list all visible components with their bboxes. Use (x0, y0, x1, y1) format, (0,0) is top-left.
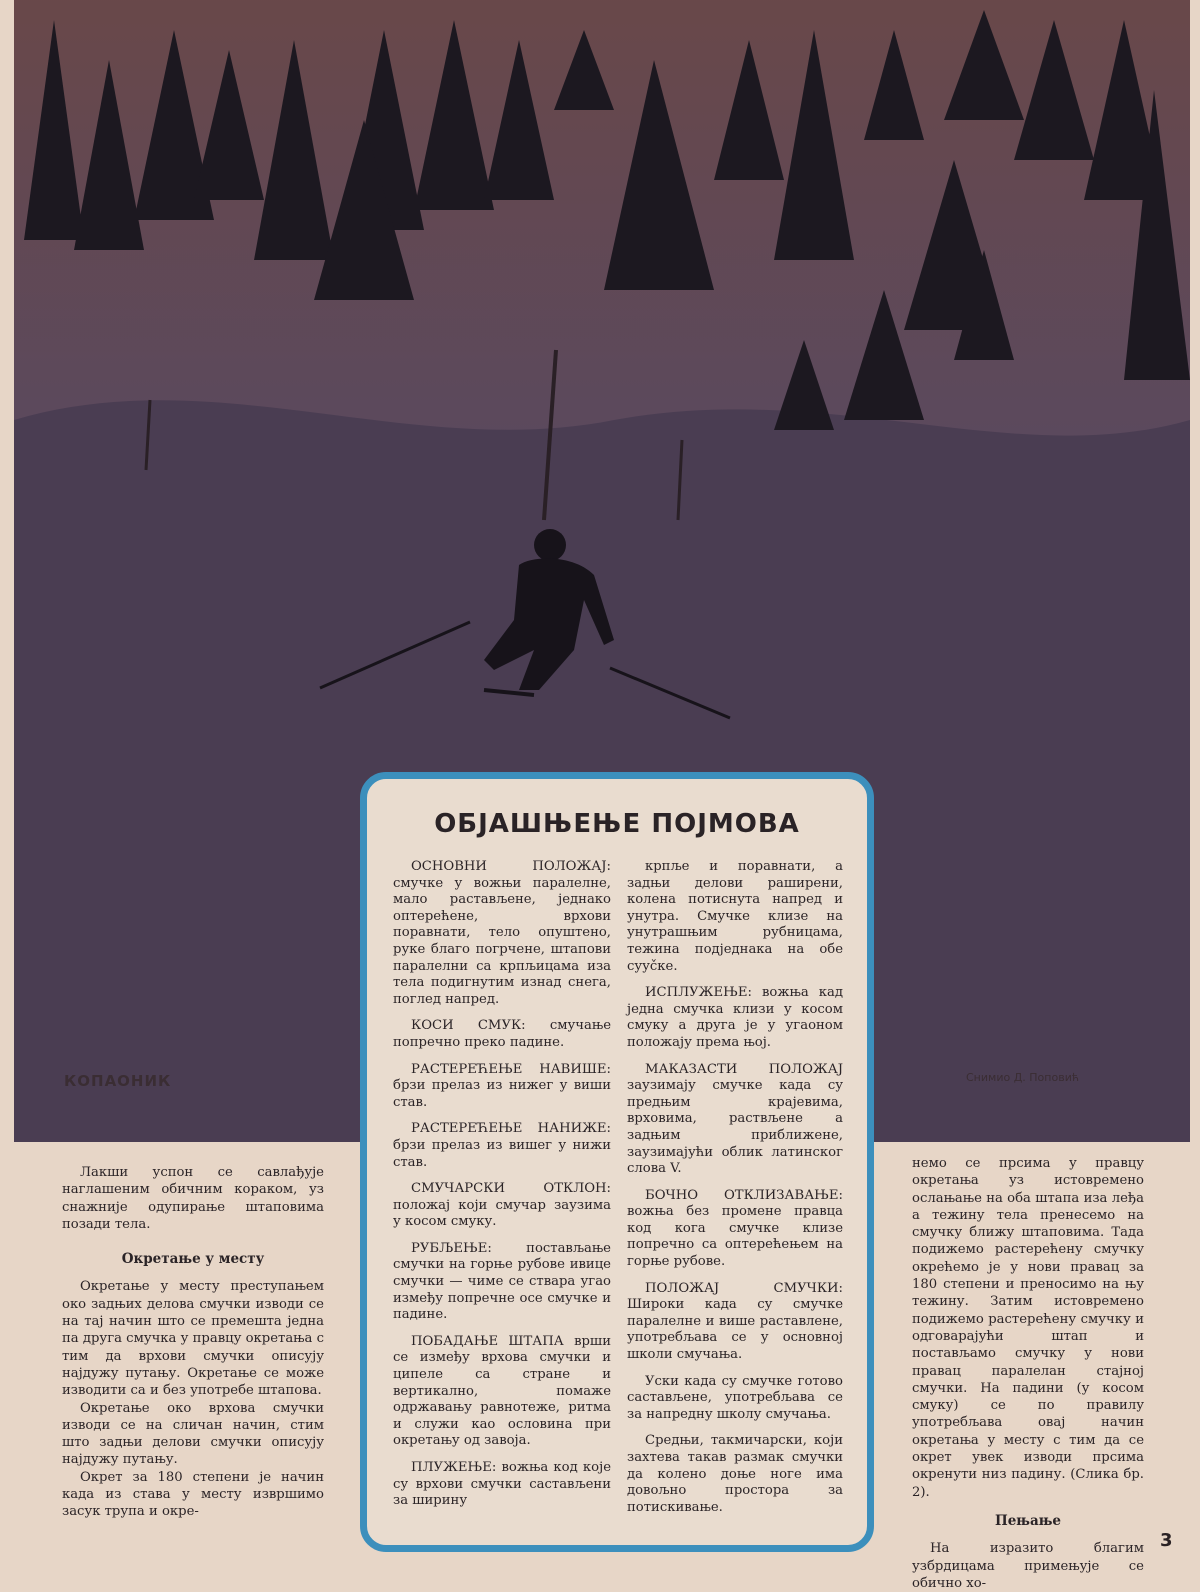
paragraph: немо се прсима у правцу окретања уз истовремено ослањање на оба штапа иза леђа а тежину тела пренесемо на смучку ближу штаповима. Тада подижемо растерећену смучку окрећемо је у нови правац за 180 степени и преносимо на њу тежину. Затим истовремено подижемо растерећену смучку и одговарајући штап и постављамо смучку у нови правац паралелан стајној смучки. На падини (у косом смуку) се по правилу употребљава овај начин окретања у месту с тим да се окрет увек изводи прсима окренути низ падину. (Слика бр. 2). (912, 1156, 1144, 1500)
glossary-entry: ПОЛОЖАЈ СМУЧКИ: Широки када су смучке паралелне и више раставлене, употребљава се у основној школи смучања. (627, 1280, 843, 1363)
glossary-entry: РАСТЕРЕЋЕЊЕ НАНИЖЕ: брзи прелаз из вишег у нижи став. (393, 1121, 611, 1170)
paragraph: На изразито благим узбрдицама примењује се обично хо- (912, 1541, 1144, 1591)
glossary-entry: крпље и поравнати, а задњи делови раширени, колена потиснута напред и унутра. Смучке клизе на унутрашњим рубницама, тежина подједнака на обе сууčке. (627, 859, 843, 974)
left-text-column (62, 1164, 324, 1521)
glossary-entry: ПОБАДАЊЕ ШТАПА врши се између врхова смучки и ципеле са стране и вертикално, помаже одржавању равнотеже, ритма и служи као ословина при окретању од завоја. (393, 1333, 611, 1449)
glossary-title: ОБЈАШЊЕЊЕ ПОЈМОВА (434, 809, 800, 839)
paragraph: Окрет за 180 степени је начин када из става у месту извршимо засук трупа и окре- (62, 1469, 324, 1520)
glossary-entry: РУБЉЕЊЕ: постављање смучки на горње рубове ивице смучки — чиме се ствара угао између попречне осе смучке и падине. (393, 1240, 611, 1323)
section-heading: Окретање у месту (121, 1251, 265, 1268)
glossary-entry: ИСПЛУЖЕЊЕ: вожња кад једна смучка клизи у косом смуку а друга је у угаоном положају према њој. (627, 985, 843, 1050)
section-heading: Пењање (994, 1512, 1062, 1529)
glossary-entry: РАСТЕРЕЋЕЊЕ НАВИШЕ: брзи прелаз из нижег у виши став. (393, 1061, 611, 1110)
glossary-entry: Средњи, такмичарски, који захтева такав размак смучки да колено доње ноге има довољно простора за потискивање. (627, 1433, 843, 1515)
photo-credit-caption: Снимио Д. Поповић (966, 1071, 1080, 1084)
glossary-entry: ОСНОВНИ ПОЛОЖАЈ: смучке у вожњи паралелне, мало растављене, једнако оптерећене, врхови поравнати, тело опуштено, руке благо погрчене, штапови паралелни са крпљицама иза тела подигнутим изнад снега, поглед напред. (393, 859, 611, 1007)
paragraph: Окретање у месту преступањем око задњих делова смучки изводи се на тај начин што се премешта једна па друга смучка у правцу окретања с тим да врхови смучки описују најдужу путању. Окретање се може изводити са и без употребе штапова. (62, 1279, 324, 1399)
paragraph: Лакши успон се савлађује наглашеним обичним кораком, уз снажније одупирање штаповима позади тела. (62, 1165, 324, 1232)
glossary-left-column (393, 859, 611, 1520)
glossary-entry: ПЛУЖЕЊЕ: вожња код које су врхови смучки састављени за ширину (393, 1460, 611, 1509)
glossary-entry: Уски када су смучке готово састављене, употребљава се за напредну школу смучања. (627, 1373, 843, 1422)
glossary-entry: СМУЧАРСКИ ОТКЛОН: положај који смучар заузима у косом смуку. (393, 1181, 611, 1230)
glossary-right-column (627, 859, 843, 1526)
right-text-column (912, 1155, 1144, 1592)
paragraph: Окретање око врхова смучки изводи се на сличан начин, стим што задњи делови смучки описују најдужу путању. (62, 1400, 324, 1468)
glossary-entry: МАКАЗАСТИ ПОЛОЖАЈ заузимају смучке када су предњим крајевима, врховима, раствљене а задњим приближене, заузимајући облик латинског слова V. (627, 1061, 843, 1177)
page-number: 3 (1160, 1530, 1173, 1551)
photo-location-caption: КОПАОНИК (64, 1072, 172, 1090)
glossary-box (360, 772, 874, 1552)
glossary-entry: БОЧНО ОТКЛИЗАВАЊЕ: вожња без промене правца код кога смучке клизе попречно са оптерећењем на горње рубове. (627, 1187, 843, 1270)
glossary-entry: КОСИ СМУК: смучање попречно преко падине. (393, 1018, 611, 1050)
